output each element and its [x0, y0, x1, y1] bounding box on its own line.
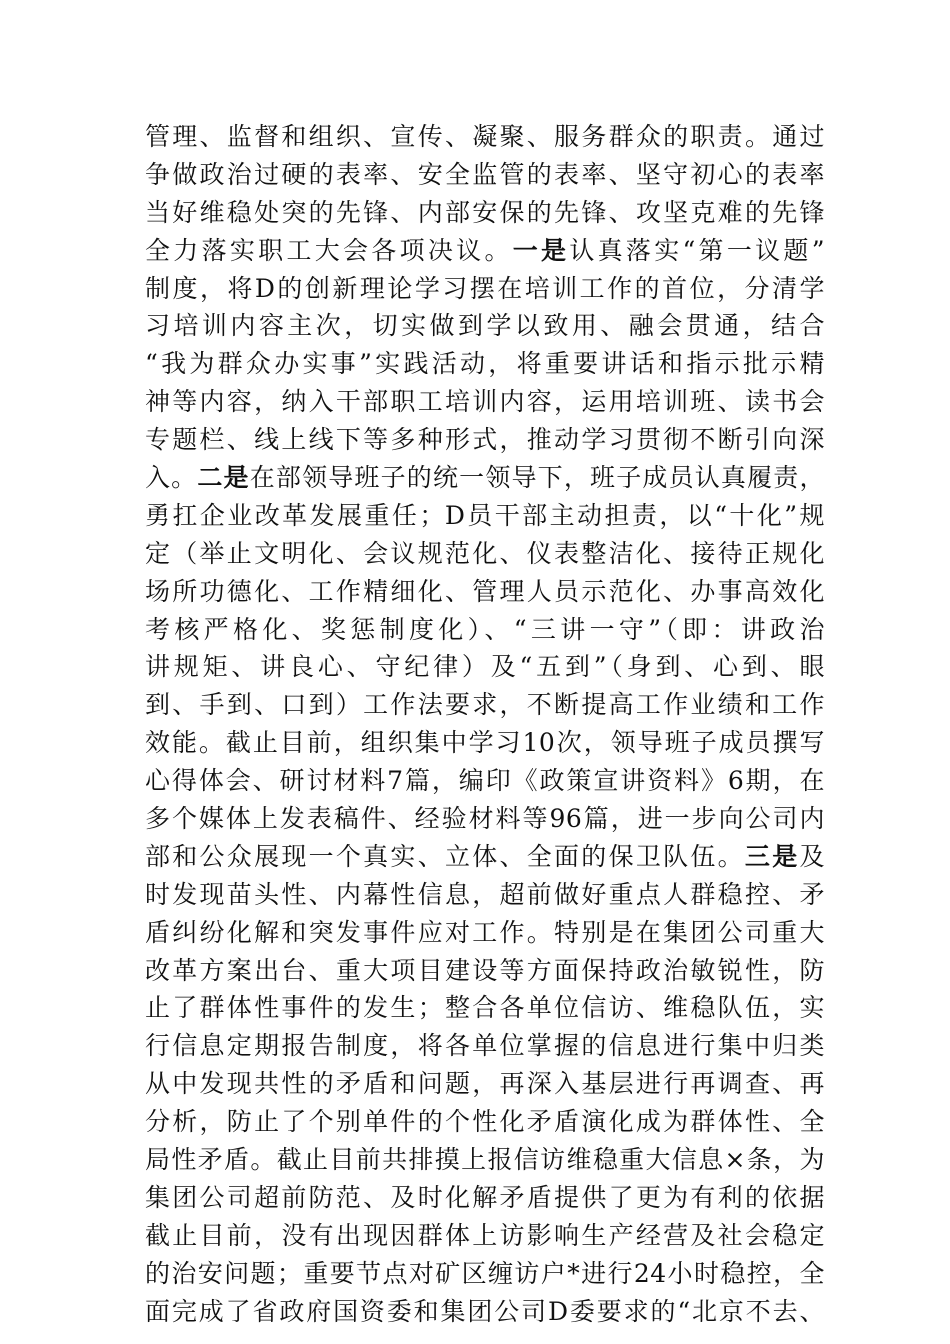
text-segment: 入。 [145, 463, 198, 493]
text-line [145, 1141, 825, 1179]
text-line [145, 194, 825, 232]
text-segment: 到、手到、口到）工作法要求，不断提高工作业绩和工作 [145, 690, 825, 720]
text-line [145, 989, 825, 1027]
text-segment: 局性矛盾。截止目前共排摸上报信访维稳重大信息×条，为 [145, 1145, 825, 1175]
text-line [145, 307, 825, 345]
text-line [145, 383, 825, 421]
text-segment: 效能。截止目前，组织集中学习10次，领导班子成员撰写 [145, 728, 825, 758]
text-segment: 面完成了省政府国资委和集团公司D委要求的“北京不去、 [145, 1296, 825, 1326]
text-segment: 认真落实“第一议题” [569, 235, 825, 265]
text-segment: 止了群体性事件的发生；整合各单位信访、维稳队伍，实 [145, 993, 825, 1023]
text-line [145, 156, 825, 194]
text-line [145, 459, 825, 497]
text-segment: 考核严格化、奖惩制度化）、“三讲一守”（即：讲政治 [145, 614, 825, 644]
text-line [145, 1065, 825, 1103]
text-segment: 定（举止文明化、会议规范化、仪表整洁化、接待正规化 [145, 538, 825, 568]
text-line [145, 686, 825, 724]
text-segment: 心得体会、研讨材料7篇，编印《政策宣讲资料》6期，在 [145, 766, 825, 796]
text-segment: 多个媒体上发表稿件、经验材料等96篇，进一步向公司内 [145, 804, 825, 834]
text-segment: 盾纠纷化解和突发事件应对工作。特别是在集团公司重大 [145, 917, 825, 947]
text-segment: 分析，防止了个别单件的个性化矛盾演化成为群体性、全 [145, 1107, 825, 1137]
text-line [145, 952, 825, 990]
text-line [145, 1255, 825, 1293]
text-segment: 行信息定期报告制度，将各单位掌握的信息进行集中归类 [145, 1031, 825, 1061]
text-line [145, 1217, 825, 1255]
text-segment: “我为群众办实事”实践活动，将重要讲话和指示批示精 [145, 349, 825, 379]
bold-marker: 二是 [197, 463, 250, 493]
text-line [145, 876, 825, 914]
text-segment: 从中发现共性的矛盾和问题，再深入基层进行再调查、再 [145, 1069, 825, 1099]
text-segment: 神等内容，纳入干部职工培训内容，运用培训班、读书会 [145, 387, 825, 417]
text-segment: 截止目前，没有出现因群体上访影响生产经营及社会稳定 [145, 1220, 825, 1250]
text-segment: 争做政治过硬的表率、安全监管的表率、坚守初心的表率 [145, 159, 825, 189]
text-segment: 全力落实职工大会各项决议。 [145, 235, 513, 265]
text-segment: 的治安问题；重要节点对矿区缠访户*进行24小时稳控，全 [145, 1258, 825, 1288]
text-line [145, 118, 825, 156]
bold-marker: 一是 [512, 235, 570, 265]
text-line [145, 648, 825, 686]
text-segment: 场所功德化、工作精细化、管理人员示范化、办事高效化 [145, 576, 825, 606]
text-line [145, 497, 825, 535]
text-line [145, 611, 825, 649]
text-segment: 讲规矩、讲良心、守纪律）及“五到”（身到、心到、眼 [145, 652, 825, 682]
bold-marker: 三是 [744, 841, 800, 871]
text-line [145, 838, 825, 876]
text-segment: 集团公司超前防范、及时化解矛盾提供了更为有利的依据 [145, 1182, 825, 1212]
text-segment: 时发现苗头性、内幕性信息，超前做好重点人群稳控、矛 [145, 879, 825, 909]
text-line [145, 232, 825, 270]
text-segment: 管理、监督和组织、宣传、凝聚、服务群众的职责。通过 [145, 122, 825, 151]
text-line [145, 800, 825, 838]
text-line [145, 345, 825, 383]
body-text [145, 118, 825, 1331]
text-segment: 制度，将D的创新理论学习摆在培训工作的首位，分清学 [145, 273, 825, 303]
text-line [145, 573, 825, 611]
text-line [145, 1103, 825, 1141]
text-line [145, 724, 825, 762]
text-line [145, 535, 825, 573]
text-segment: 在部领导班子的统一领导下，班子成员认真履责， [249, 463, 825, 493]
text-segment: 专题栏、线上线下等多种形式，推动学习贯彻不断引向深 [145, 425, 825, 455]
text-line [145, 762, 825, 800]
text-segment: 及 [799, 841, 825, 871]
text-line [145, 270, 825, 308]
text-line [145, 914, 825, 952]
text-line [145, 421, 825, 459]
text-segment: 改革方案出台、重大项目建设等方面保持政治敏锐性，防 [145, 955, 825, 985]
text-segment: 习培训内容主次，切实做到学以致用、融会贯通，结合 [145, 311, 825, 341]
text-segment: 勇扛企业改革发展重任；D员干部主动担责，以“十化”规 [145, 500, 825, 530]
text-segment: 当好维稳处突的先锋、内部安保的先锋、攻坚克难的先锋 [145, 197, 825, 227]
text-line [145, 1293, 825, 1331]
text-segment: 部和公众展现一个真实、立体、全面的保卫队伍。 [145, 841, 745, 871]
text-line [145, 1027, 825, 1065]
text-line [145, 1179, 825, 1217]
